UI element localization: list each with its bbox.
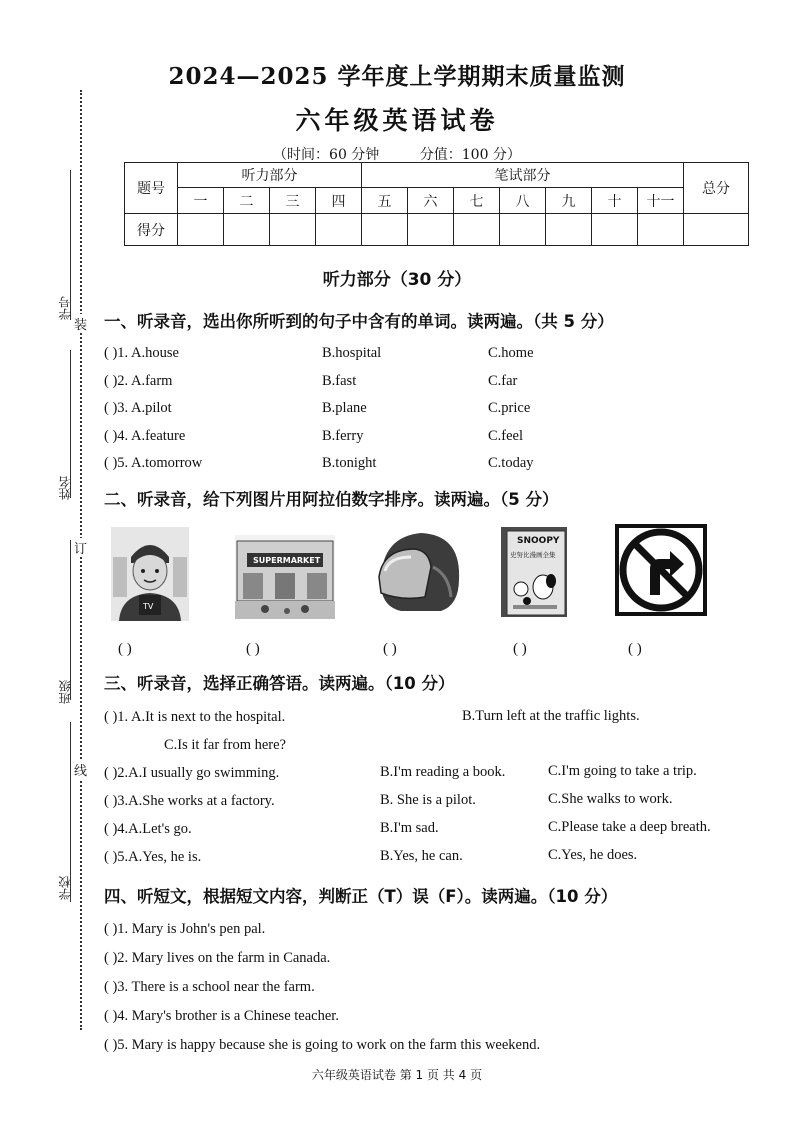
s1-q2-b: B.fast xyxy=(322,373,357,389)
s3-q3-c: C.She walks to work. xyxy=(548,791,673,807)
s1-q5-b: B.tonight xyxy=(322,455,377,471)
s1-q4-a[interactable]: ( )4. A.feature xyxy=(104,428,186,444)
score-row-label: 得分 xyxy=(125,214,178,246)
score-cell[interactable] xyxy=(500,214,546,246)
written-part-header: 笔试部分 xyxy=(362,163,684,188)
question-number-cell: 六 xyxy=(408,188,454,214)
question-number-cell: 十 xyxy=(592,188,638,214)
section-3-title: 三、听录音，选择正确答语。读两遍。（10 分） xyxy=(104,674,455,693)
section-4-title: 四、听短文，根据短文内容，判断正（T）误（F）。读两遍。（10 分） xyxy=(104,887,618,906)
s1-q2-c: C.far xyxy=(488,373,518,389)
question-number-cell: 十一 xyxy=(638,188,684,214)
score-cell[interactable] xyxy=(408,214,454,246)
s1-q4-c: C.feel xyxy=(488,428,524,444)
s3-q3-b: B. She is a pilot. xyxy=(380,792,476,808)
score-cell[interactable] xyxy=(178,214,224,246)
school-line[interactable] xyxy=(70,722,71,902)
listening-heading: 听力部分（30 分） xyxy=(322,270,472,290)
question-number-cell: 八 xyxy=(500,188,546,214)
s3-q2-c: C.I'm going to take a trip. xyxy=(548,763,697,779)
s3-q4-c: C.Please take a deep breath. xyxy=(548,819,711,835)
s3-q1-b: B.Turn left at the traffic lights. xyxy=(462,708,640,724)
section-1-title: 一、听录音，选出你所听到的句子中含有的单词。读两遍。（共 5 分） xyxy=(104,312,614,331)
exam-subtitle: 六年级英语试卷 xyxy=(295,106,499,135)
score-cell[interactable] xyxy=(270,214,316,246)
school-label: 学校 xyxy=(58,876,72,900)
tv-text: TV xyxy=(143,602,154,611)
exam-title: 2024—2025 学年度上学期期末质量监测 xyxy=(168,63,626,90)
page-footer: 六年级英语试卷 第 1 页 共 4 页 xyxy=(311,1068,483,1082)
total-score-header: 总分 xyxy=(684,163,749,214)
pic3-answer-blank[interactable]: ( ) xyxy=(383,641,397,657)
score-cell[interactable] xyxy=(362,214,408,246)
s4-q5[interactable]: ( )5. Mary is happy because she is going to work on the farm this weekend. xyxy=(104,1037,541,1053)
total-score-cell[interactable] xyxy=(684,214,749,246)
student-id-line[interactable] xyxy=(70,170,71,320)
no-right-turn-sign-icon xyxy=(613,522,709,618)
s4-q1[interactable]: ( )1. Mary is John's pen pal. xyxy=(104,921,266,937)
s3-q5-b: B.Yes, he can. xyxy=(380,848,463,864)
score-cell[interactable] xyxy=(546,214,592,246)
s1-q2-a[interactable]: ( )2. A.farm xyxy=(104,373,173,389)
book-title-text: SNOOPY xyxy=(517,536,560,546)
question-number-cell: 一 xyxy=(178,188,224,214)
snoopy-book-icon xyxy=(498,524,572,620)
s1-q1-a[interactable]: ( )1. A.house xyxy=(104,345,179,361)
s3-q1-a[interactable]: ( )1. A.It is next to the hospital. xyxy=(104,709,286,725)
s3-q3-a[interactable]: ( )3.A.She works at a factory. xyxy=(104,793,275,809)
s1-q3-a[interactable]: ( )3. A.pilot xyxy=(104,400,172,416)
binding-mark-zhuang: 装 xyxy=(74,314,87,333)
time-info: （时间：60 分钟 xyxy=(273,147,380,163)
score-cell[interactable] xyxy=(316,214,362,246)
question-number-cell: 四 xyxy=(316,188,362,214)
score-cell[interactable] xyxy=(592,214,638,246)
question-number-cell: 五 xyxy=(362,188,408,214)
class-line[interactable] xyxy=(70,540,71,700)
boy-tv-icon xyxy=(110,526,190,622)
s3-q5-a[interactable]: ( )5.A.Yes, he is. xyxy=(104,849,202,865)
supermarket-text: SUPERMARKET xyxy=(253,556,321,565)
score-cell[interactable] xyxy=(454,214,500,246)
book-subtitle-text: 史努比漫画全集 xyxy=(510,551,556,559)
s1-q1-b: B.hospital xyxy=(322,345,382,361)
section-2-title: 二、听录音，给下列图片用阿拉伯数字排序。读两遍。（5 分） xyxy=(104,490,559,509)
s1-q3-b: B.plane xyxy=(322,400,367,416)
score-cell[interactable] xyxy=(638,214,684,246)
student-id-label: 学号 xyxy=(58,296,72,320)
score-table xyxy=(124,162,749,246)
s1-q1-c: C.home xyxy=(488,345,534,361)
s3-q2-a[interactable]: ( )2.A.I usually go swimming. xyxy=(104,765,280,781)
question-number-cell: 九 xyxy=(546,188,592,214)
binding-mark-ding: 订 xyxy=(74,538,87,557)
listening-part-header: 听力部分 xyxy=(178,163,362,188)
score-info: 分值：100 分） xyxy=(419,147,521,163)
s3-q4-a[interactable]: ( )4.A.Let's go. xyxy=(104,821,192,837)
s4-q2[interactable]: ( )2. Mary lives on the farm in Canada. xyxy=(104,950,331,966)
question-number-cell: 七 xyxy=(454,188,500,214)
s4-q4[interactable]: ( )4. Mary's brother is a Chinese teacher. xyxy=(104,1008,339,1024)
score-cell[interactable] xyxy=(224,214,270,246)
s3-q2-b: B.I'm reading a book. xyxy=(380,764,506,780)
pic1-answer-blank[interactable]: ( ) xyxy=(118,641,132,657)
exam-info xyxy=(0,144,794,164)
s1-q5-c: C.today xyxy=(488,455,534,471)
binding-dotted-line xyxy=(80,90,82,1030)
pic5-answer-blank[interactable]: ( ) xyxy=(628,641,642,657)
s3-q1-c: C.Is it far from here? xyxy=(164,737,286,753)
question-number-cell: 二 xyxy=(224,188,270,214)
s1-q5-a[interactable]: ( )5. A.tomorrow xyxy=(104,455,203,471)
question-number-header: 题号 xyxy=(125,163,178,214)
supermarket-icon xyxy=(234,534,336,620)
question-number-cell: 三 xyxy=(270,188,316,214)
s1-q4-b: B.ferry xyxy=(322,428,364,444)
s1-q3-c: C.price xyxy=(488,400,531,416)
name-label: 姓名 xyxy=(58,476,72,500)
pic4-answer-blank[interactable]: ( ) xyxy=(513,641,527,657)
s3-q4-b: B.I'm sad. xyxy=(380,820,439,836)
class-label: 班级 xyxy=(58,680,72,704)
binding-mark-xian: 线 xyxy=(74,760,87,779)
s4-q3[interactable]: ( )3. There is a school near the farm. xyxy=(104,979,315,995)
name-line[interactable] xyxy=(70,350,71,498)
s3-q5-c: C.Yes, he does. xyxy=(548,847,638,863)
helmet-icon xyxy=(370,526,466,618)
pic2-answer-blank[interactable]: ( ) xyxy=(246,641,260,657)
